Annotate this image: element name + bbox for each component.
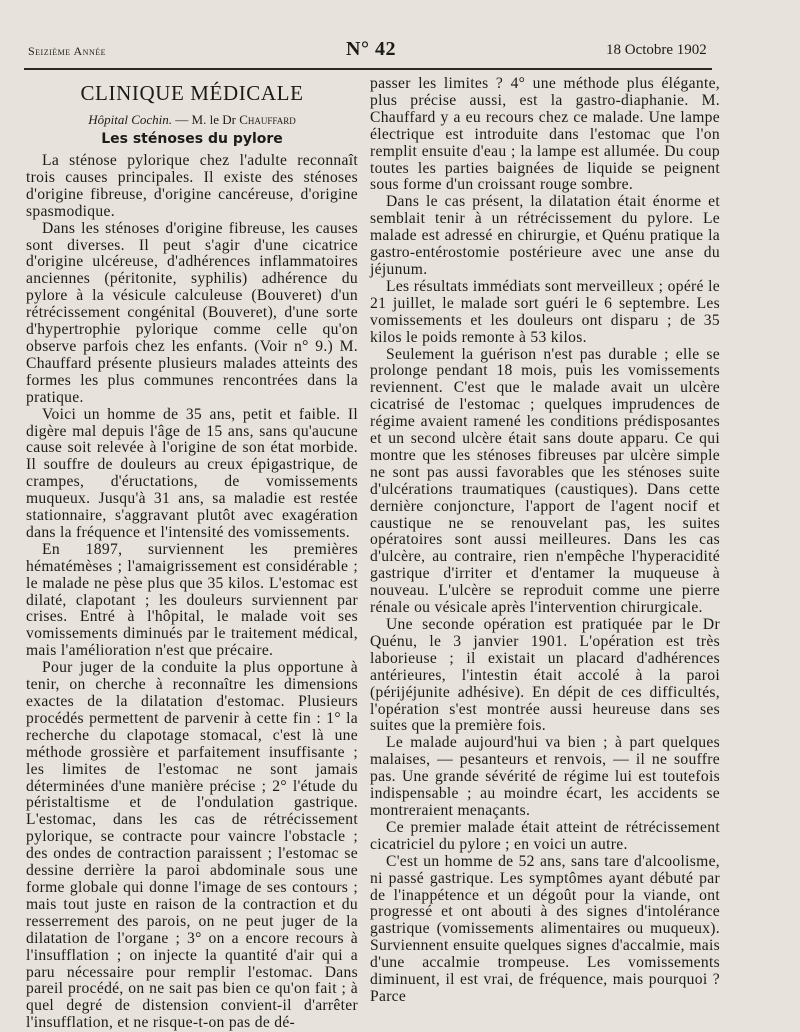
- paragraph: Dans les sténoses d'origine fibreuse, les causes sont diverses. Il peut s'agir d'une cicatrice d'origine ulcéreuse, d'adhérences inflammatoires anciennes (péritonite, syphilis) adhérence du pylore à la vésicule calculeuse (Bouveret) d'un rétrécissement congénital (Bouveret), d'une sorte d'hypertrophie pylorique comme celle qu'on observe parfois chez les enfants. (Voir n° 9.) M. Chauffard présente plusieurs malades atteints des formes les plus communes rencontrées dans la pratique.: [26, 219, 358, 406]
- issue-date: 18 Octobre 1902: [606, 42, 707, 58]
- paragraph: Voici un homme de 35 ans, petit et faible. Il digère mal depuis l'âge de 15 ans, sans qu'aucune cause soit relevée à l'origine de son état morbide. Il souffre de douleurs au creux épigastrique, de crampes, d'éructations, de vomissements muqueux. Jusqu'à 31 ans, sa maladie est restée stationnaire, s'aggravant plutôt avec exagération dans la fréquence et l'intensité des vomissements.: [26, 405, 358, 541]
- section-title: CLINIQUE MÉDICALE: [80, 81, 304, 105]
- paragraph: Seulement la guérison n'est pas durable ; elle se prolonge pendant 18 mois, puis les vomissements reviennent. C'est que le malade avait un ulcère cicatrisé de l'estomac ; quelques imprudences de régime avaient ramené les conditions prédisposantes et un second ulcère était sans doute apparu. Ce qui montre que les sténoses fibreuses par ulcère simple ne sont pas aussi favorables que les sténoses suite d'ulcérations traumatiques (caustiques). Dans cette dernière conjoncture, l'apport de l'agent nocif et caustique ne se renouvelant pas, les suites opératoires sont aussi meilleures. Dans les cas d'ulcère, au contraire, rien n'empêche l'hyperacidité gastrique d'irriter et d'entamer la muqueuse à nouveau. L'ulcère se reproduit comme une pierre rénale ou vésicale après l'intervention chirurgicale.: [370, 345, 720, 617]
- header-rule: [24, 68, 712, 70]
- byline-separator: — M. le Dr: [175, 112, 236, 127]
- paragraph: La sténose pylorique chez l'adulte reconnaît trois causes principales. Il existe des sténoses d'origine fibreuse, d'origine cancéreuse, d'origine spasmodique.: [26, 152, 358, 220]
- paragraph: Le malade aujourd'hui va bien ; à part quelques malaises, — pesanteurs et renvois, — il ne souffre pas. Une grande sévérité de régime lui est toutefois indispensable ; au moindre écart, les accidents se montreraient menaçants.: [370, 734, 720, 819]
- volume-label: Seizième Année: [28, 44, 106, 58]
- paragraph: passer les limites ? 4° une méthode plus élégante, plus précise aussi, est la gastro-diaphanie. M. Chauffard y a eu recours chez ce malade. Une lampe électrique est introduite dans l'estomac que l'on remplit ensuite d'eau ; la lampe est allumée. Du coup toutes les parties baignées de liquide se peignent sous forme d'un croissant rouge sombre.: [370, 75, 720, 194]
- running-head: [28, 36, 708, 62]
- left-column: [26, 76, 358, 1032]
- paragraph: Pour juger de la conduite la plus opportune à tenir, on cherche à reconnaître les dimensions exactes de la dilatation d'estomac. Plusieurs procédés permettent de parvenir à cette fin : 1° la recherche du clapotage stomacal, c'est là une méthode grossière et parfaitement insuffisante ; les limites de l'estomac ne sont jamais déterminées d'une manière précise ; 2° l'étude du péristaltisme et de l'ondulation gastrique. L'estomac, dans les cas de rétrécissement pylorique, se contracte pour vaincre l'obstacle ; des ondes de contraction paraissent ; l'estomac se dessine derrière la paroi abdominale sous une forme globale qui donne l'image de ses contours ; mais tout juste en raison de la contraction et du resserrement des parois, on ne peut juger de la dilatation de l'organe ; 3° on a encore recours à l'insufflation ; on injecte la quantité d'air qui a paru nécessaire pour remplir l'estomac. Dans pareil procédé, on ne sait pas bien ce qu'on fait ; à quel degré de distension convient-il d'arrêter l'insufflation, et ne risque-t-on pas de dé-: [26, 659, 358, 1032]
- paragraph: En 1897, surviennent les premières hématémèses ; l'amaigrissement est considérable ; le malade ne pèse plus que 35 kilos. L'estomac est dilaté, clapotant ; les douleurs surviennent par crises. Entré à l'hôpital, le malade voit ses vomissements diminués par le traitement médical, mais l'amélioration n'est que précaire.: [26, 540, 358, 660]
- author-name: Chauffard: [239, 112, 296, 127]
- paragraph: Ce premier malade était atteint de rétrécissement cicatriciel du pylore ; en voici un autre.: [370, 818, 720, 853]
- article-title: Les sténoses du pylore: [101, 131, 283, 147]
- hospital-name: Hôpital Cochin.: [88, 112, 173, 127]
- paragraph: Les résultats immédiats sont merveilleux ; opéré le 21 juillet, le malade sort guéri le 6 septembre. Les vomissements et les douleurs ont disparu ; de 35 kilos le poids remonte à 53 kilos.: [370, 277, 720, 346]
- paragraph: Une seconde opération est pratiquée par le Dr Quénu, le 3 janvier 1901. L'opération est très laborieuse ; il existait un placard d'adhérences antérieures, l'intestin était accolé à la paroi (périjéjunite adhésive). En dépit de ces difficultés, l'opération s'est montrée aussi heureuse dans ses suites que la première fois.: [370, 616, 720, 735]
- right-column: [370, 76, 720, 1006]
- paragraph: Dans le cas présent, la dilatation était énorme et semblait tenir à un rétrécissement du pylore. Le malade est adressé en chirurgie, et Quénu pratique la gastro-entérostomie postérieure avec une anse du jéjunum.: [370, 193, 720, 278]
- paragraph: C'est un homme de 52 ans, sans tare d'alcoolisme, ni passé gastrique. Les symptômes ayant débuté par de l'inappétence et un dégoût pour la viande, ont progressé et ont abouti à des signes d'intolérance gastrique (vomissements alimentaires ou muqueux). Surviennent ensuite quelques signes d'accalmie, mais d'une accalmie trompeuse. Les vomissements diminuent, il est vrai, de fréquence, mais pourquoi ? Parce: [370, 852, 720, 1005]
- byline: [26, 112, 358, 128]
- issue-number: N° 42: [346, 38, 396, 60]
